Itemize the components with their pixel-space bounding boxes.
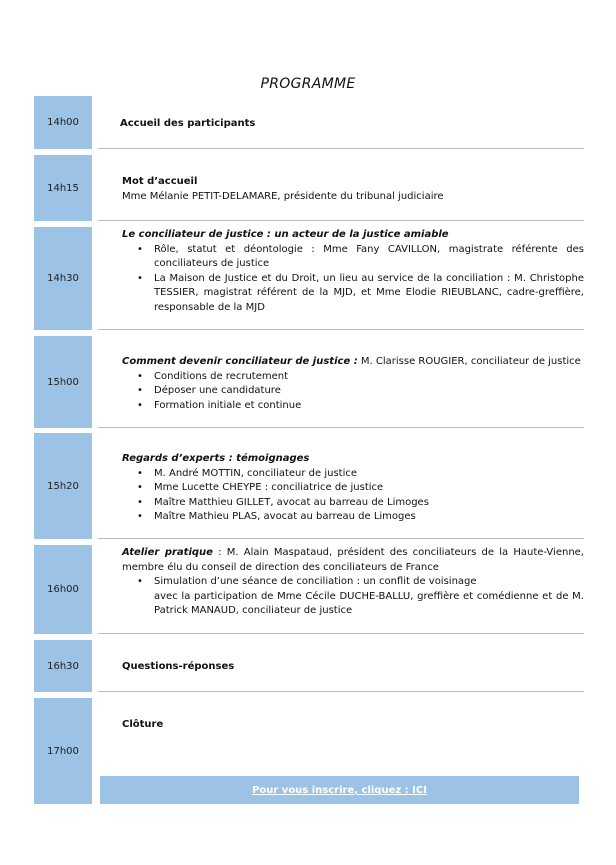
row-heading: Comment devenir conciliateur de justice : [122, 356, 358, 367]
divider [98, 148, 584, 149]
divider [98, 633, 584, 634]
registration-banner [100, 776, 579, 804]
time-cell: 16h30 [34, 640, 92, 692]
list-item: • Rôle, statut et déontologie : Mme Fany CAVILLON, magistrate référente des conciliateurs de justice [154, 243, 584, 272]
schedule-row-1500 [34, 336, 584, 428]
row-heading: Le conciliateur de justice : un acteur de la justice amiable [122, 229, 449, 240]
row-heading-suffix: M. Clarisse ROUGIER, conciliateur de justice [357, 356, 581, 367]
list-item: • Maître Matthieu GILLET, avocat au barreau de Limoges [154, 496, 584, 511]
row-heading: Questions-réponses [122, 661, 235, 672]
divider [98, 691, 584, 692]
row-heading: Atelier pratique [122, 547, 213, 558]
schedule-row-1415 [34, 155, 584, 221]
list-item: • Formation initiale et continue [154, 399, 584, 414]
list-item: • Maître Mathieu PLAS, avocat au barreau de Limoges [154, 510, 584, 525]
time-cell: 15h00 [34, 336, 92, 428]
list-item: • M. André MOTTIN, conciliateur de justice [154, 467, 584, 482]
divider [98, 329, 584, 330]
schedule-row-1600 [34, 545, 584, 634]
time-cell: 14h00 [34, 96, 92, 149]
bullet-list [122, 467, 584, 525]
bullet-list [122, 575, 584, 619]
list-item: • Simulation d’une séance de conciliation : un conflit de voisinage [154, 575, 584, 590]
row-heading: Accueil des participants [120, 118, 256, 129]
row-heading: Regards d’experts : témoignages [122, 453, 310, 464]
row-heading: Mot d’accueil [122, 176, 198, 187]
row-heading-suffix: : M. Alain Maspataud, président des conciliateurs de la Haute-Vienne, membre élu du conseil de direction des conciliateurs de France [122, 547, 584, 573]
schedule-row-1520 [34, 433, 584, 539]
list-item: • La Maison de Justice et du Droit, un lieu au service de la conciliation : M. Christophe TESSIER, magistrat référent de la MJD, et Mme Elodie RIEUBLANC, cadre-greffière, responsable de la MJD [154, 272, 584, 316]
list-item: • Déposer une candidature [154, 384, 584, 399]
row-heading: Clôture [122, 719, 164, 730]
time-cell: 16h00 [34, 545, 92, 634]
row-text: Mme Mélanie PETIT-DELAMARE, présidente du tribunal judiciaire [122, 190, 444, 202]
list-item: • Mme Lucette CHEYPE : conciliatrice de justice [154, 481, 584, 496]
divider [98, 427, 584, 428]
schedule-row-1400 [34, 96, 584, 149]
list-item: • Conditions de recrutement [154, 370, 584, 385]
registration-link[interactable]: Pour vous inscrire, cliquez : ICI [252, 784, 427, 796]
time-cell: 15h20 [34, 433, 92, 539]
bullet-list [122, 370, 584, 414]
time-cell: 14h15 [34, 155, 92, 221]
divider [98, 220, 584, 221]
time-cell: 17h00 [34, 698, 92, 804]
time-cell: 14h30 [34, 227, 92, 330]
bullet-list [122, 243, 584, 316]
divider [98, 538, 584, 539]
list-item-continuation: avec la participation de Mme Cécile DUCHE-BALLU, greffière et comédienne et de M. Patrick MANAUD, conciliateur de justice [154, 590, 584, 616]
schedule-row-1630 [34, 640, 584, 692]
schedule-row-1430 [34, 227, 584, 330]
page-title: PROGRAMME [260, 76, 356, 92]
